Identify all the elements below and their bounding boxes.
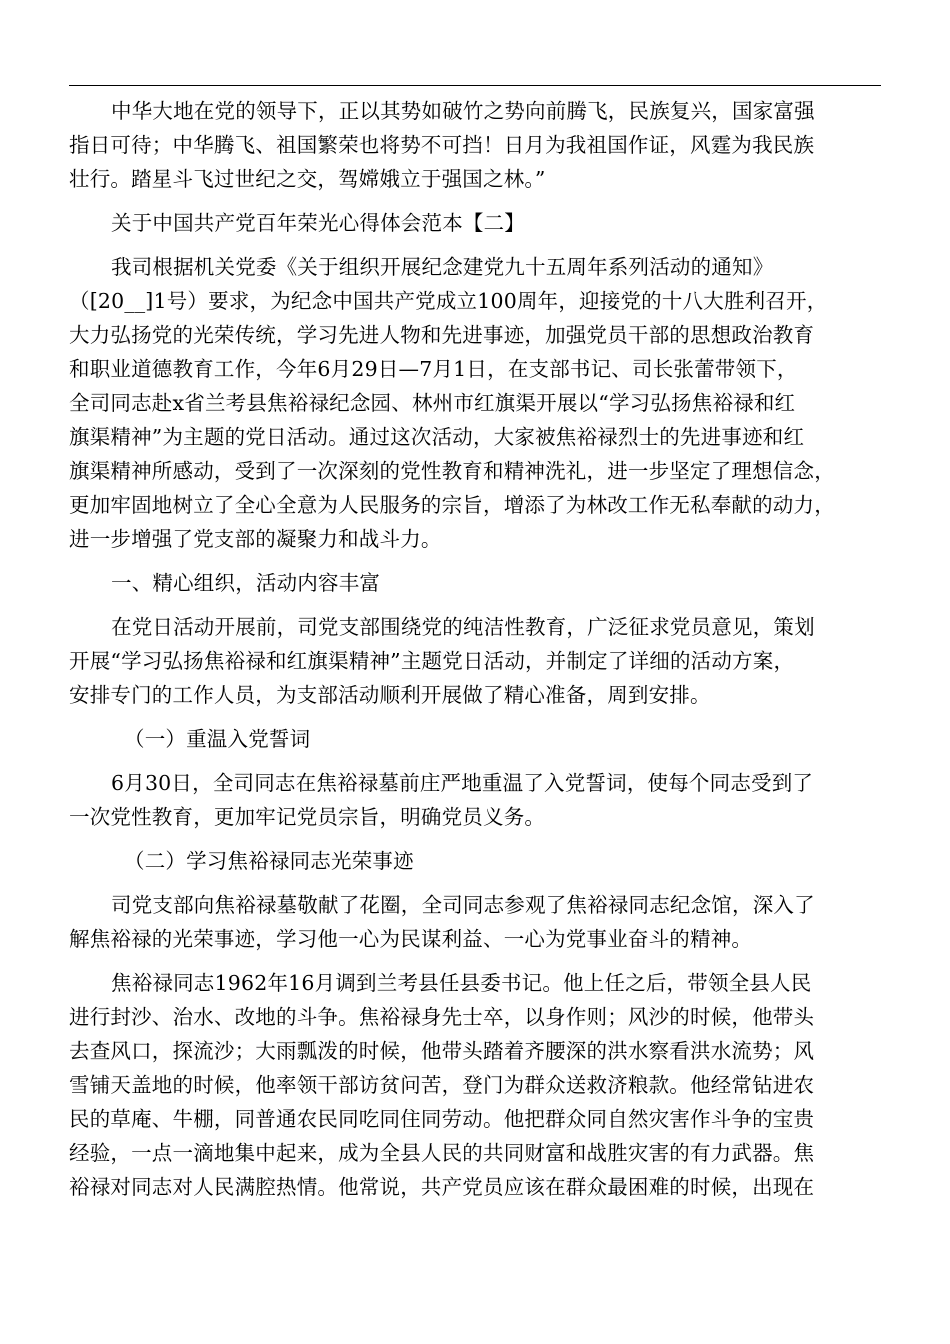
paragraph-oath: 6月30日，全司同志在焦裕禄墓前庄严地重温了入党誓词，使每个同志受到了 一次党性教育，更加牢记党员宗旨，明确党员义务。 (69, 771, 814, 829)
section-title-part-two: 关于中国共产党百年荣光心得体会范本【二】 (111, 211, 525, 235)
subheading-deeds: （二）学习焦裕禄同志光荣事迹 (124, 849, 414, 873)
subheading-oath: （一）重温入党誓词 (124, 727, 311, 751)
document-body (69, 94, 881, 1214)
paragraph-memorial: 司党支部向焦裕禄墓敬献了花圈，全司同志参观了焦裕禄同志纪念馆，深入了 解焦裕禄的光荣事迹，学习他一心为民谋利益、一心为党事业奋斗的精神。 (69, 893, 815, 951)
paragraph-jiao-yulu: 焦裕禄同志1962年16月调到兰考县任县委书记。他上任之后，带领全县人民 进行封沙、治水、改地的斗争。焦裕禄身先士卒，以身作则；风沙的时候，他带头 去查风口，探流沙；大雨瓢泼的时候，他带头踏着齐腰深的洪水察看洪水流势；风 雪铺天盖地的时候，他率领干部访贫问苦，登门为群众送救济粮款。他经常钻进农 民的草庵、牛棚，同普通农民同吃同住同劳动。他把群众同自然灾害作斗争的宝贵 经验，一点一滴地集中起来，成为全县人民的共同财富和战胜灾害的有力武器。焦 裕禄对同志对人民满腔热情。他常说，共产党员应该在群众最困难的时候，出现在 (69, 971, 815, 1199)
paragraph-closing-quote: 中华大地在党的领导下，正以其势如破竹之势向前腾飞，民族复兴，国家富强 指日可待；中华腾飞、祖国繁荣也将势不可挡！日月为我祖国作证，风霆为我民族 壮行。踏星斗飞过世纪之交，驾嫦娥立于强国之林。” (69, 99, 815, 191)
paragraph-preparation: 在党日活动开展前，司党支部围绕党的纯洁性教育，广泛征求党员意见，策划 开展“学习弘扬焦裕禄和红旗渠精神”主题党日活动，并制定了详细的活动方案， 安排专门的工作人员，为支部活动顺利开展做了精心准备，周到安排。 (69, 615, 815, 707)
header-divider (69, 85, 881, 86)
heading-section-one: 一、精心组织，活动内容丰富 (111, 571, 381, 595)
paragraph-intro: 我司根据机关党委《关于组织开展纪念建党九十五周年系列活动的通知》 （[20__]1号）要求，为纪念中国共产党成立100周年，迎接党的十八大胜利召开， 大力弘扬党的光荣传统，学习先进人物和先进事迹，加强党员干部的思想政治教育 和职业道德教育工作，今年6月29日—7月1日，在支部书记、司长张蕾带领下， 全司同志赴x省兰考县焦裕禄纪念园、林州市红旗渠开展以“学习弘扬焦裕禄和红 旗渠精神”为主题的党日活动。通过这次活动，大家被焦裕禄烈士的先进事迹和红 旗渠精神所感动，受到了一次深刻的党性教育和精神洗礼，进一步坚定了理想信念， 更加牢固地树立了全心全意为人民服务的宗旨，增添了为林改工作无私奉献的动力， 进一步增强了党支部的凝聚力和战斗力。 (69, 255, 835, 551)
